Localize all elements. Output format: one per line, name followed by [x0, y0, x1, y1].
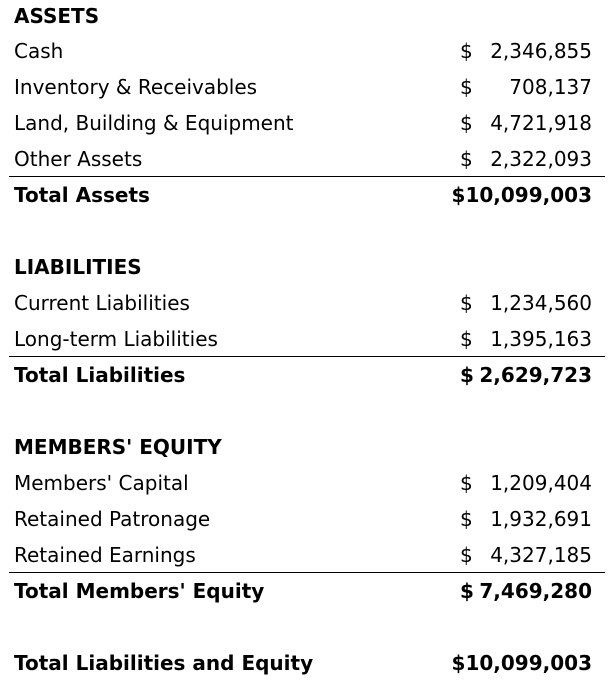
liability-label: Current Liabilities [14, 291, 190, 315]
currency-symbol: $ [460, 147, 473, 171]
equity-row-earnings [9, 537, 605, 573]
asset-amount: 2,322,093 [490, 147, 592, 171]
currency-symbol: $ [460, 111, 473, 135]
grand-total-row [9, 645, 605, 681]
liability-row-current [9, 285, 605, 321]
equity-label: Members' Capital [14, 471, 189, 495]
asset-amount: 708,137 [509, 75, 592, 99]
asset-amount: 4,721,918 [490, 111, 592, 135]
equity-amount: 1,932,691 [490, 507, 592, 531]
total-assets-label: Total Assets [14, 183, 150, 207]
asset-row-other [9, 141, 605, 177]
currency-symbol: $ [460, 291, 473, 315]
asset-label: Other Assets [14, 147, 143, 171]
asset-row-land [9, 105, 605, 141]
total-liabilities-label: Total Liabilities [14, 363, 186, 387]
total-equity-row [9, 572, 605, 609]
asset-amount: 2,346,855 [490, 39, 592, 63]
currency-symbol: $ [460, 327, 473, 351]
currency-symbol: $ [460, 75, 473, 99]
currency-symbol: $ [460, 363, 474, 387]
liability-amount: 1,395,163 [490, 327, 592, 351]
currency-symbol: $ [460, 507, 473, 531]
equity-section-heading [9, 429, 605, 465]
asset-label: Cash [14, 39, 64, 63]
liability-label: Long-term Liabilities [14, 327, 218, 351]
total-liabilities-amount: 2,629,723 [479, 363, 592, 387]
assets-heading: ASSETS [14, 4, 100, 28]
equity-amount: 1,209,404 [490, 471, 592, 495]
equity-heading: MEMBERS' EQUITY [14, 435, 222, 459]
currency-symbol: $ [460, 471, 473, 495]
currency-symbol: $ [460, 579, 474, 603]
equity-row-capital [9, 465, 605, 501]
currency-symbol: $ [460, 39, 473, 63]
equity-label: Retained Earnings [14, 543, 196, 567]
asset-row-cash [9, 33, 605, 69]
total-liabilities-row [9, 356, 605, 393]
total-equity-label: Total Members' Equity [14, 579, 265, 603]
asset-label: Land, Building & Equipment [14, 111, 294, 135]
liabilities-section-heading [9, 249, 605, 285]
equity-amount: 4,327,185 [490, 543, 592, 567]
currency-symbol: $ [460, 543, 473, 567]
equity-row-patronage [9, 501, 605, 537]
grand-total-amount: $10,099,003 [451, 651, 592, 675]
grand-total-label: Total Liabilities and Equity [14, 651, 314, 675]
total-assets-amount: $10,099,003 [451, 183, 592, 207]
liability-amount: 1,234,560 [490, 291, 592, 315]
liabilities-heading: LIABILITIES [14, 255, 142, 279]
equity-label: Retained Patronage [14, 507, 211, 531]
total-assets-row [9, 176, 605, 213]
liability-row-longterm [9, 321, 605, 357]
asset-row-inventory [9, 69, 605, 105]
assets-section-heading [9, 0, 605, 34]
asset-label: Inventory & Receivables [14, 75, 258, 99]
total-equity-amount: 7,469,280 [479, 579, 592, 603]
